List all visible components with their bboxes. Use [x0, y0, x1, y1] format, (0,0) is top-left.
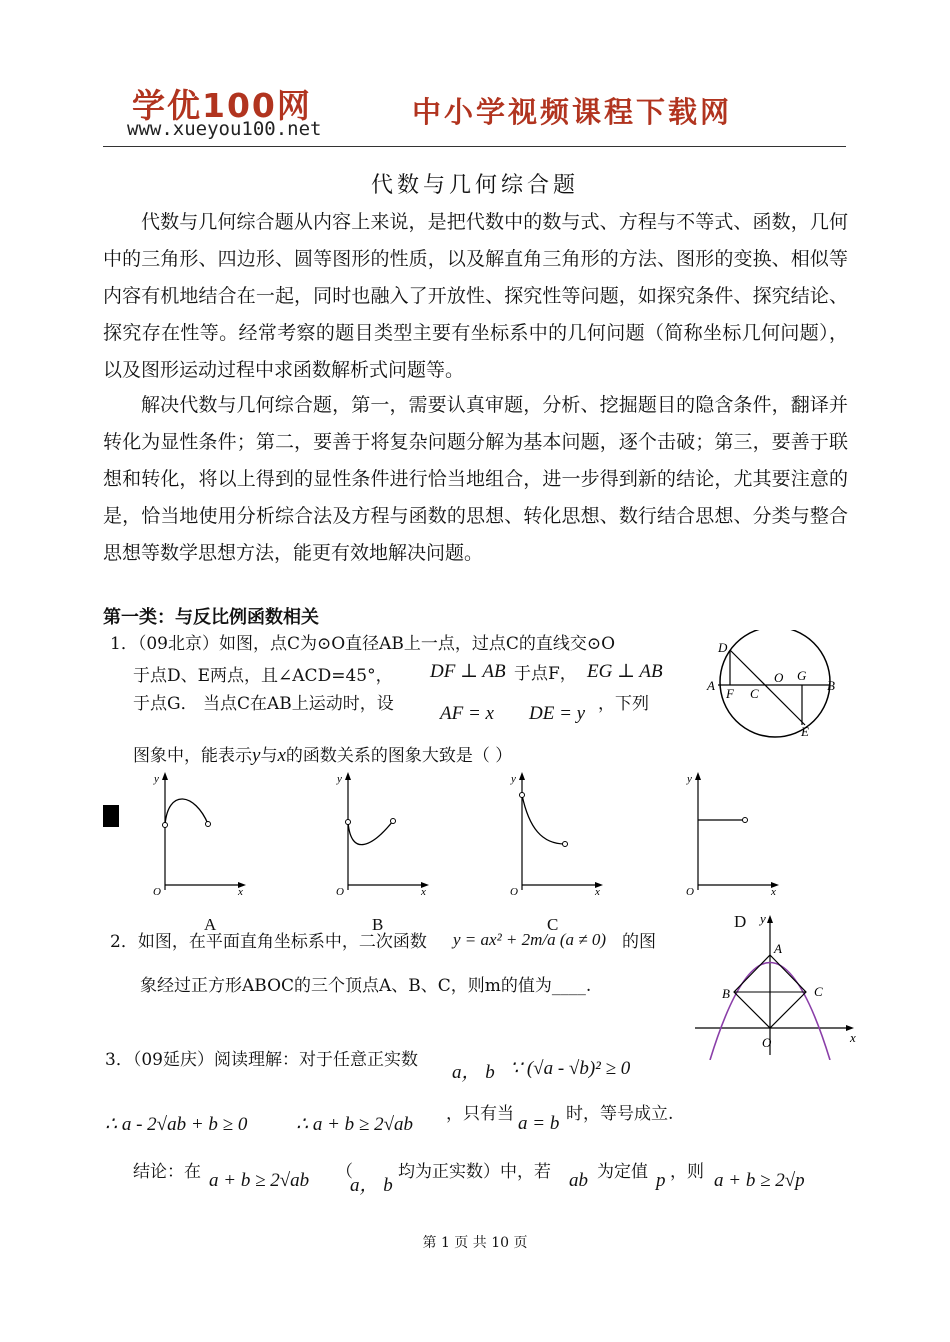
q1-line-4: [133, 742, 512, 770]
q2-label-a: A: [774, 941, 782, 956]
label-o: O: [774, 670, 784, 685]
option-graph-d: [673, 768, 783, 898]
option-graph-c: [497, 768, 607, 898]
q2-formula: y = ax² + 2m/a (a ≠ 0): [453, 930, 607, 949]
q1-expr-de: DE = y: [529, 703, 586, 724]
axis-label-x-a: x: [238, 886, 243, 898]
answer-marker: [103, 805, 119, 827]
origin-label-c: O: [510, 886, 518, 898]
curve-b: [348, 821, 393, 845]
q2-parabola-figure: [690, 910, 860, 1060]
label-e: E: [801, 724, 809, 739]
q1-expr-df-perp: DF ⊥ AB: [430, 661, 506, 682]
q3-expr-line2-2: ∴ a + b ≥ 2√ab: [296, 1114, 414, 1135]
q2-label-y: y: [760, 911, 766, 926]
q3-line-2-text: ，只有当: [446, 1104, 514, 1124]
arrow-y-b: [345, 772, 351, 780]
q2-label-o: O: [762, 1035, 772, 1050]
q3-line-1: 3．（09延庆）阅读理解：对于任意正实数: [105, 1050, 418, 1070]
q3-expr-ab: a， b: [452, 1062, 495, 1083]
label-g: G: [797, 668, 807, 683]
intro-text-1: 代数与几何综合题从内容上来说，是把代数中的数与式、方程与不等式、函数，几何中的三角形、四边形、圆等图形的性质，以及解直角三角形的方法、图形的变换、相似等内容有机地结合在一起，同时也融入了开放性、探究性等问题，如探究条件、探究结论、探究存在性等。经常考察的题目类型主要有坐标系中的几何问题（简称坐标几何问题），以及图形运动过程中求函数解析式问题等。: [103, 211, 848, 381]
intro-paragraph-1: [103, 204, 848, 389]
endpoint-b1: [346, 820, 351, 825]
q1-line-3: 于点G． 当点C在AB上运动时，设: [133, 694, 394, 714]
q3-expr-a-eq-b: a = b: [518, 1113, 560, 1134]
page-number: 第 1 页 共 10 页: [422, 1235, 528, 1251]
q1-expr-af: AF = x: [440, 703, 494, 724]
q1-line-1: 1．（09北京）如图，点C为⊙O直径AB上一点，过点C的直线交⊙O: [110, 634, 616, 654]
option-graph-b: [323, 768, 433, 898]
q3-line-3-text2: （: [336, 1162, 353, 1182]
q3-expr-line3-4: p: [656, 1170, 666, 1191]
chord-de: [730, 650, 805, 725]
q3-expr-line3-1: a + b ≥ 2√ab: [209, 1170, 310, 1191]
endpoint-a1: [163, 823, 168, 828]
q3-expr-line2-1: ∴ a - 2√ab + b ≥ 0: [105, 1114, 248, 1135]
label-d: D: [718, 640, 728, 655]
header-divider: [103, 146, 846, 147]
label-f: F: [726, 686, 734, 701]
site-logo-title: 学优100网: [132, 86, 312, 125]
origin-label-b: O: [336, 886, 344, 898]
q1-line-3b: ，下列: [598, 694, 649, 714]
q1-expr-eg-perp: EG ⊥ AB: [587, 661, 663, 682]
axis-label-x-d: x: [771, 886, 776, 898]
option-label-c: C: [547, 915, 559, 934]
axis-label-y-d: y: [687, 773, 692, 785]
origin-label-d: O: [686, 886, 694, 898]
q1-line-4b: 与: [260, 746, 278, 766]
arrow-y-d: [695, 772, 701, 780]
endpoint-d: [743, 818, 748, 823]
arrow-y-c: [519, 772, 525, 780]
q3-line-3-text5: ，则: [670, 1162, 704, 1182]
site-slogan: 中小学视频课程下载网: [412, 95, 733, 129]
axis-label-y-b: y: [337, 773, 342, 785]
q2-line-1b: 的图: [622, 932, 656, 952]
site-logo-url: www.xueyou100.net: [127, 118, 322, 140]
label-b: B: [827, 678, 835, 693]
q1-line-4c: 的函数关系的图象大致是（ ）: [285, 746, 513, 766]
document-title: 代数与几何综合题: [370, 173, 579, 198]
option-label-d: D: [734, 912, 747, 931]
q3-line-3-text3: 均为正实数）中，若: [398, 1162, 551, 1182]
q1-line-4a: 图象中，能表示: [133, 746, 252, 766]
option-graph-a: [140, 768, 250, 898]
axis-label-x-b: x: [421, 886, 426, 898]
q2-line-2: 象经过正方形ABOC的三个顶点A、B、C，则m的值为____.: [140, 976, 592, 996]
q1-var-y: y: [252, 745, 261, 766]
q2-line-1: 2．如图，在平面直角坐标系中，二次函数: [110, 932, 427, 952]
option-label-b: B: [372, 915, 384, 934]
q1-circle-figure: [700, 630, 850, 740]
q2-label-x: x: [850, 1030, 856, 1045]
curve-a: [165, 799, 208, 825]
section-heading: 第一类：与反比例函数相关: [103, 607, 319, 628]
q3-line-3-text1: 结论：在: [133, 1162, 201, 1182]
intro-paragraph-2: [103, 387, 848, 572]
label-c: C: [750, 686, 759, 701]
axis-label-x-c: x: [595, 886, 600, 898]
q3-expr-line3-5: a + b ≥ 2√p: [714, 1170, 805, 1191]
endpoint-c1: [520, 793, 525, 798]
q3-line-3-text4: 为定值: [597, 1162, 648, 1182]
axis-label-y-c: y: [511, 773, 516, 785]
q2-label-b: B: [722, 986, 730, 1001]
endpoint-c2: [563, 842, 568, 847]
q2-arrow-y: [767, 915, 773, 923]
option-label-a: A: [204, 915, 217, 934]
arrow-y-a: [162, 772, 168, 780]
origin-label-a: O: [153, 886, 161, 898]
endpoint-a2: [206, 822, 211, 827]
label-a: A: [707, 678, 715, 693]
axis-label-y-a: y: [154, 773, 159, 785]
q3-expr-because: ∵ (√a - √b)² ≥ 0: [510, 1058, 631, 1079]
q1-var-x: x: [277, 745, 286, 766]
curve-c: [522, 795, 565, 844]
q3-expr-line3-2: a， b: [350, 1175, 393, 1196]
q1-line-2: 于点D、E两点，且∠ACD=45°，: [133, 666, 393, 686]
q3-expr-line3-3: ab: [569, 1170, 588, 1191]
q2-label-c: C: [814, 984, 823, 999]
q3-line-2-text2: 时，等号成立.: [566, 1104, 674, 1124]
intro-text-2: 解决代数与几何综合题，第一，需要认真审题，分析、挖掘题目的隐含条件，翻译并转化为显性条件；第二，要善于将复杂问题分解为基本问题，逐个击破；第三，要善于联想和转化，将以上得到的显性条件进行恰当地组合，进一步得到新的结论，尤其要注意的是，恰当地使用分析综合法及方程与函数的思想、转化思想、数行结合思想、分类与整合思想等数学思想方法，能更有效地解决问题。: [103, 394, 848, 564]
q1-line-2b: 于点F，: [514, 664, 577, 684]
endpoint-b2: [391, 819, 396, 824]
